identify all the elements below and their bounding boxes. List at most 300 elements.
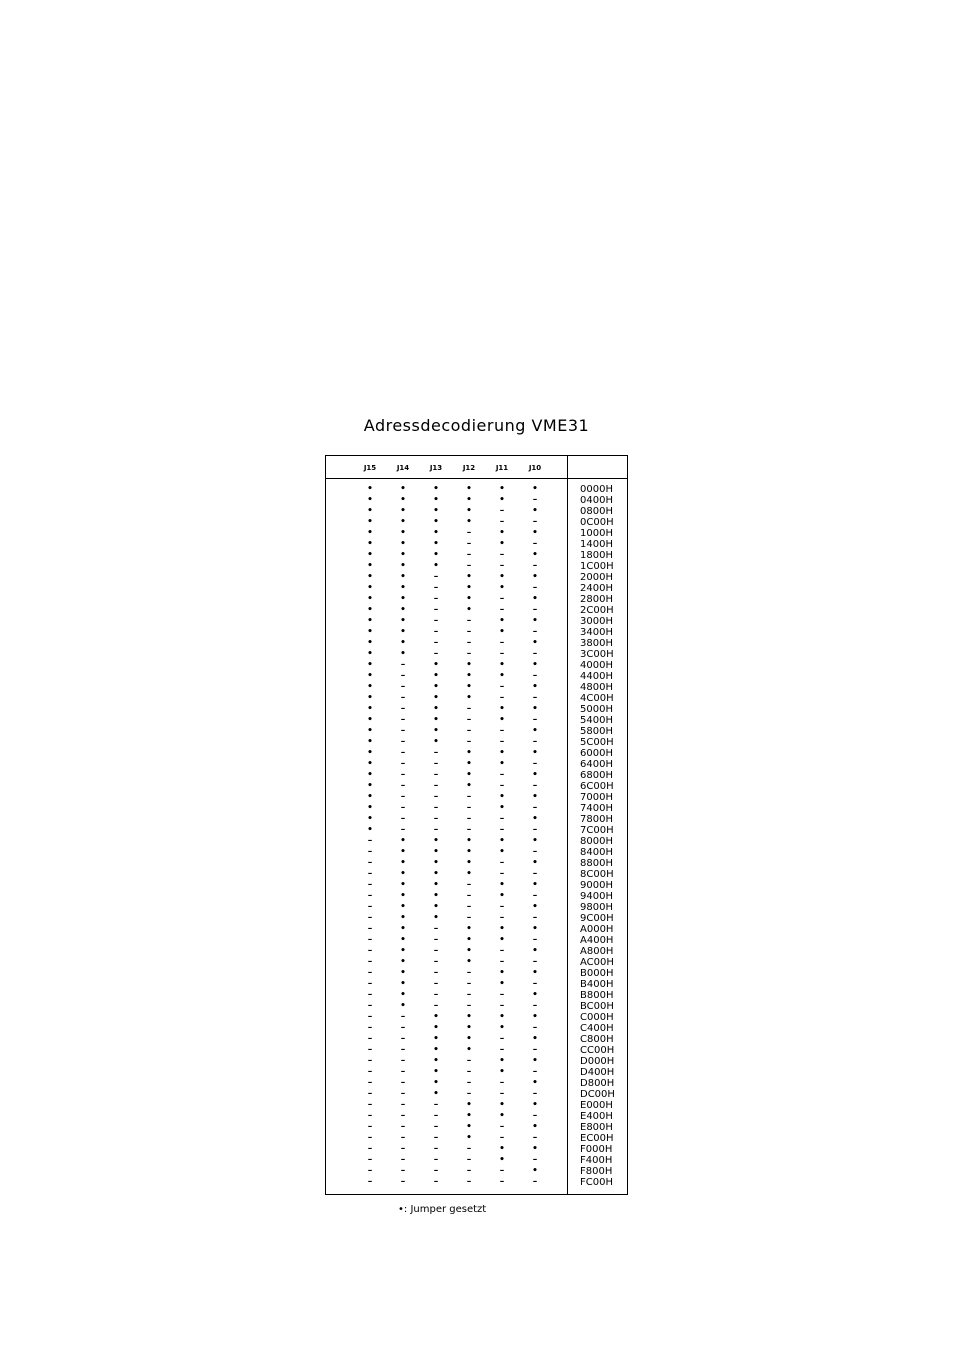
jumper-open-mark: – xyxy=(499,781,505,791)
address-value: 5C00H xyxy=(580,737,614,748)
jumper-open-mark: – xyxy=(367,1100,373,1110)
column-header-j12: J12 xyxy=(462,464,476,472)
address-value: C000H xyxy=(580,1012,614,1023)
jumper-open-mark: – xyxy=(532,1133,538,1143)
address-value: 8C00H xyxy=(580,869,614,880)
address-value: 7000H xyxy=(580,792,613,803)
jumper-set-mark: • xyxy=(367,682,373,692)
jumper-open-mark: – xyxy=(400,704,406,714)
jumper-set-mark: • xyxy=(499,484,505,494)
jumper-set-mark: • xyxy=(367,605,373,615)
jumper-open-mark: – xyxy=(466,979,472,989)
jumper-open-mark: – xyxy=(433,814,439,824)
jumper-set-mark: • xyxy=(433,726,439,736)
jumper-open-mark: – xyxy=(532,1155,538,1165)
jumper-open-mark: – xyxy=(532,1001,538,1011)
jumper-open-mark: – xyxy=(433,1177,439,1187)
jumper-set-mark: • xyxy=(532,792,538,802)
jumper-open-mark: – xyxy=(433,1100,439,1110)
jumper-set-mark: • xyxy=(532,528,538,538)
jumper-set-mark: • xyxy=(499,759,505,769)
jumper-open-mark: – xyxy=(466,737,472,747)
jumper-set-mark: • xyxy=(433,737,439,747)
jumper-open-mark: – xyxy=(400,1122,406,1132)
jumper-open-mark: – xyxy=(499,1122,505,1132)
table-row xyxy=(326,913,627,924)
jumper-open-mark: – xyxy=(367,1177,373,1187)
address-value: E400H xyxy=(580,1111,613,1122)
jumper-set-mark: • xyxy=(400,946,406,956)
table-row xyxy=(326,1056,627,1067)
jumper-set-mark: • xyxy=(400,990,406,1000)
address-value: A800H xyxy=(580,946,614,957)
jumper-open-mark: – xyxy=(466,913,472,923)
jumper-open-mark: – xyxy=(499,638,505,648)
jumper-open-mark: – xyxy=(400,1078,406,1088)
jumper-set-mark: • xyxy=(499,583,505,593)
table-row xyxy=(326,1012,627,1023)
jumper-open-mark: – xyxy=(499,1001,505,1011)
jumper-set-mark: • xyxy=(367,704,373,714)
jumper-set-mark: • xyxy=(532,506,538,516)
jumper-set-mark: • xyxy=(532,990,538,1000)
jumper-set-mark: • xyxy=(499,1067,505,1077)
jumper-set-mark: • xyxy=(499,880,505,890)
jumper-open-mark: – xyxy=(400,660,406,670)
jumper-open-mark: – xyxy=(466,1001,472,1011)
address-value: D000H xyxy=(580,1056,615,1067)
jumper-set-mark: • xyxy=(532,726,538,736)
jumper-open-mark: – xyxy=(499,594,505,604)
jumper-set-mark: • xyxy=(367,594,373,604)
address-value: 9400H xyxy=(580,891,613,902)
jumper-open-mark: – xyxy=(400,1089,406,1099)
jumper-open-mark: – xyxy=(532,825,538,835)
address-value: 9800H xyxy=(580,902,613,913)
jumper-open-mark: – xyxy=(367,891,373,901)
jumper-set-mark: • xyxy=(532,1012,538,1022)
jumper-set-mark: • xyxy=(433,880,439,890)
jumper-set-mark: • xyxy=(433,539,439,549)
jumper-open-mark: – xyxy=(433,924,439,934)
jumper-set-mark: • xyxy=(532,968,538,978)
table-row xyxy=(326,649,627,660)
jumper-set-mark: • xyxy=(466,759,472,769)
jumper-open-mark: – xyxy=(367,858,373,868)
table-row xyxy=(326,957,627,968)
table-row xyxy=(326,1100,627,1111)
jumper-open-mark: – xyxy=(367,924,373,934)
jumper-open-mark: – xyxy=(499,1034,505,1044)
jumper-open-mark: – xyxy=(400,1012,406,1022)
jumper-open-mark: – xyxy=(367,946,373,956)
jumper-open-mark: – xyxy=(400,726,406,736)
table-row xyxy=(326,1034,627,1045)
jumper-set-mark: • xyxy=(499,660,505,670)
jumper-open-mark: – xyxy=(532,737,538,747)
jumper-set-mark: • xyxy=(433,858,439,868)
table-row xyxy=(326,759,627,770)
jumper-set-mark: • xyxy=(433,1023,439,1033)
address-value: 8000H xyxy=(580,836,613,847)
address-value: 7C00H xyxy=(580,825,614,836)
jumper-open-mark: – xyxy=(367,913,373,923)
address-value: 4800H xyxy=(580,682,613,693)
jumper-open-mark: – xyxy=(532,847,538,857)
jumper-open-mark: – xyxy=(532,1067,538,1077)
address-value: 2400H xyxy=(580,583,613,594)
jumper-open-mark: – xyxy=(400,748,406,758)
jumper-open-mark: – xyxy=(400,792,406,802)
jumper-open-mark: – xyxy=(466,550,472,560)
jumper-open-mark: – xyxy=(433,583,439,593)
jumper-open-mark: – xyxy=(400,1166,406,1176)
jumper-set-mark: • xyxy=(466,1111,472,1121)
table-row xyxy=(326,1023,627,1034)
jumper-set-mark: • xyxy=(433,902,439,912)
table-row xyxy=(326,847,627,858)
jumper-set-mark: • xyxy=(400,1001,406,1011)
jumper-set-mark: • xyxy=(400,528,406,538)
jumper-set-mark: • xyxy=(499,627,505,637)
jumper-set-mark: • xyxy=(400,572,406,582)
table-row xyxy=(326,1144,627,1155)
jumper-set-mark: • xyxy=(400,638,406,648)
table-row xyxy=(326,836,627,847)
jumper-open-mark: – xyxy=(466,649,472,659)
address-value: CC00H xyxy=(580,1045,615,1056)
table-row xyxy=(326,517,627,528)
jumper-open-mark: – xyxy=(532,495,538,505)
address-value: 7800H xyxy=(580,814,613,825)
table-row xyxy=(326,484,627,495)
jumper-open-mark: – xyxy=(367,902,373,912)
jumper-set-mark: • xyxy=(367,781,373,791)
jumper-open-mark: – xyxy=(400,1100,406,1110)
jumper-set-mark: • xyxy=(433,847,439,857)
address-value: 8400H xyxy=(580,847,613,858)
jumper-set-mark: • xyxy=(499,715,505,725)
jumper-set-mark: • xyxy=(466,693,472,703)
jumper-set-mark: • xyxy=(532,946,538,956)
address-value: 3400H xyxy=(580,627,613,638)
page-title: Adressdecodierung VME31 xyxy=(363,416,590,435)
jumper-set-mark: • xyxy=(367,803,373,813)
jumper-set-mark: • xyxy=(466,1133,472,1143)
jumper-open-mark: – xyxy=(466,1089,472,1099)
jumper-set-mark: • xyxy=(532,880,538,890)
jumper-open-mark: – xyxy=(466,825,472,835)
jumper-open-mark: – xyxy=(367,1089,373,1099)
table-row xyxy=(326,715,627,726)
address-value: A400H xyxy=(580,935,614,946)
jumper-set-mark: • xyxy=(499,671,505,681)
table-row xyxy=(326,902,627,913)
jumper-set-mark: • xyxy=(400,880,406,890)
jumper-open-mark: – xyxy=(433,825,439,835)
jumper-open-mark: – xyxy=(499,682,505,692)
jumper-set-mark: • xyxy=(466,1100,472,1110)
jumper-set-mark: • xyxy=(466,858,472,868)
jumper-open-mark: – xyxy=(466,792,472,802)
jumper-set-mark: • xyxy=(367,649,373,659)
jumper-open-mark: – xyxy=(367,880,373,890)
jumper-set-mark: • xyxy=(367,583,373,593)
jumper-set-mark: • xyxy=(433,550,439,560)
table-row xyxy=(326,1133,627,1144)
jumper-set-mark: • xyxy=(433,913,439,923)
jumper-open-mark: – xyxy=(499,858,505,868)
jumper-open-mark: – xyxy=(433,649,439,659)
jumper-set-mark: • xyxy=(466,869,472,879)
jumper-open-mark: – xyxy=(400,1111,406,1121)
jumper-set-mark: • xyxy=(532,1166,538,1176)
jumper-set-mark: • xyxy=(499,924,505,934)
table-row xyxy=(326,1078,627,1089)
jumper-open-mark: – xyxy=(532,561,538,571)
jumper-set-mark: • xyxy=(367,660,373,670)
jumper-open-mark: – xyxy=(367,847,373,857)
jumper-set-mark: • xyxy=(400,902,406,912)
jumper-set-mark: • xyxy=(367,506,373,516)
jumper-open-mark: – xyxy=(400,825,406,835)
jumper-open-mark: – xyxy=(433,946,439,956)
jumper-open-mark: – xyxy=(466,1155,472,1165)
address-value: 6C00H xyxy=(580,781,614,792)
jumper-open-mark: – xyxy=(499,1177,505,1187)
address-value: 5400H xyxy=(580,715,613,726)
jumper-open-mark: – xyxy=(532,759,538,769)
jumper-set-mark: • xyxy=(433,506,439,516)
address-value: 0400H xyxy=(580,495,613,506)
jumper-set-mark: • xyxy=(367,561,373,571)
jumper-open-mark: – xyxy=(433,616,439,626)
address-value: 0800H xyxy=(580,506,613,517)
jumper-open-mark: – xyxy=(433,1155,439,1165)
jumper-set-mark: • xyxy=(532,836,538,846)
jumper-open-mark: – xyxy=(532,1045,538,1055)
address-value: C400H xyxy=(580,1023,614,1034)
jumper-open-mark: – xyxy=(499,605,505,615)
jumper-open-mark: – xyxy=(466,891,472,901)
jumper-set-mark: • xyxy=(400,539,406,549)
jumper-set-mark: • xyxy=(400,979,406,989)
jumper-open-mark: – xyxy=(532,803,538,813)
jumper-set-mark: • xyxy=(532,1100,538,1110)
jumper-set-mark: • xyxy=(400,594,406,604)
jumper-set-mark: • xyxy=(499,1056,505,1066)
jumper-set-mark: • xyxy=(433,1078,439,1088)
jumper-open-mark: – xyxy=(367,1144,373,1154)
jumper-set-mark: • xyxy=(433,517,439,527)
jumper-set-mark: • xyxy=(433,1045,439,1055)
jumper-set-mark: • xyxy=(466,594,472,604)
table-row xyxy=(326,726,627,737)
jumper-set-mark: • xyxy=(367,550,373,560)
jumper-open-mark: – xyxy=(433,605,439,615)
jumper-open-mark: – xyxy=(433,1111,439,1121)
jumper-set-mark: • xyxy=(532,550,538,560)
jumper-open-mark: – xyxy=(466,638,472,648)
jumper-set-mark: • xyxy=(367,484,373,494)
jumper-set-mark: • xyxy=(499,1111,505,1121)
jumper-open-mark: – xyxy=(433,990,439,1000)
jumper-set-mark: • xyxy=(433,561,439,571)
jumper-open-mark: – xyxy=(532,517,538,527)
jumper-open-mark: – xyxy=(466,616,472,626)
table-row xyxy=(326,605,627,616)
jumper-set-mark: • xyxy=(466,1034,472,1044)
table-row xyxy=(326,528,627,539)
jumper-set-mark: • xyxy=(466,572,472,582)
jumper-open-mark: – xyxy=(367,1012,373,1022)
jumper-set-mark: • xyxy=(433,693,439,703)
jumper-set-mark: • xyxy=(499,792,505,802)
table-row xyxy=(326,770,627,781)
jumper-open-mark: – xyxy=(499,1089,505,1099)
jumper-open-mark: – xyxy=(499,506,505,516)
address-value: 6400H xyxy=(580,759,613,770)
jumper-open-mark: – xyxy=(367,1078,373,1088)
table-row xyxy=(326,495,627,506)
address-value: EC00H xyxy=(580,1133,614,1144)
jumper-open-mark: – xyxy=(400,715,406,725)
jumper-set-mark: • xyxy=(367,616,373,626)
jumper-set-mark: • xyxy=(466,1122,472,1132)
jumper-set-mark: • xyxy=(499,968,505,978)
jumper-set-mark: • xyxy=(499,979,505,989)
legend-footnote: •: Jumper gesetzt xyxy=(398,1204,487,1215)
jumper-set-mark: • xyxy=(367,517,373,527)
jumper-set-mark: • xyxy=(466,847,472,857)
jumper-set-mark: • xyxy=(532,1056,538,1066)
table-row xyxy=(326,935,627,946)
jumper-open-mark: – xyxy=(532,957,538,967)
jumper-set-mark: • xyxy=(400,561,406,571)
jumper-open-mark: – xyxy=(400,1023,406,1033)
address-value: 4400H xyxy=(580,671,613,682)
jumper-open-mark: – xyxy=(499,869,505,879)
jumper-set-mark: • xyxy=(433,1056,439,1066)
jumper-open-mark: – xyxy=(499,990,505,1000)
jumper-set-mark: • xyxy=(367,671,373,681)
address-value: F000H xyxy=(580,1144,613,1155)
table-row xyxy=(326,968,627,979)
jumper-set-mark: • xyxy=(400,858,406,868)
jumper-open-mark: – xyxy=(433,792,439,802)
jumper-open-mark: – xyxy=(532,891,538,901)
jumper-open-mark: – xyxy=(532,913,538,923)
jumper-set-mark: • xyxy=(466,781,472,791)
table-row xyxy=(326,869,627,880)
table-row xyxy=(326,814,627,825)
jumper-open-mark: – xyxy=(466,902,472,912)
jumper-open-mark: – xyxy=(532,605,538,615)
jumper-open-mark: – xyxy=(400,814,406,824)
table-row xyxy=(326,803,627,814)
jumper-open-mark: – xyxy=(499,649,505,659)
table-row xyxy=(326,638,627,649)
address-value: 4000H xyxy=(580,660,613,671)
jumper-set-mark: • xyxy=(400,506,406,516)
table-row xyxy=(326,704,627,715)
jumper-set-mark: • xyxy=(466,1012,472,1022)
jumper-open-mark: – xyxy=(367,968,373,978)
jumper-set-mark: • xyxy=(466,605,472,615)
table-row xyxy=(326,583,627,594)
jumper-set-mark: • xyxy=(400,649,406,659)
table-row xyxy=(326,1177,627,1188)
jumper-set-mark: • xyxy=(499,616,505,626)
jumper-open-mark: – xyxy=(433,968,439,978)
address-value: 6000H xyxy=(580,748,613,759)
address-value: D800H xyxy=(580,1078,615,1089)
jumper-set-mark: • xyxy=(499,748,505,758)
table-row xyxy=(326,1045,627,1056)
jumper-set-mark: • xyxy=(499,891,505,901)
table-row xyxy=(326,792,627,803)
jumper-open-mark: – xyxy=(532,539,538,549)
address-value: 4C00H xyxy=(580,693,614,704)
jumper-set-mark: • xyxy=(367,627,373,637)
jumper-open-mark: – xyxy=(400,1133,406,1143)
jumper-open-mark: – xyxy=(433,594,439,604)
jumper-set-mark: • xyxy=(532,638,538,648)
jumper-set-mark: • xyxy=(400,935,406,945)
jumper-set-mark: • xyxy=(367,495,373,505)
jumper-set-mark: • xyxy=(433,1012,439,1022)
jumper-open-mark: – xyxy=(499,913,505,923)
table-row xyxy=(326,506,627,517)
table-row xyxy=(326,990,627,1001)
table-row xyxy=(326,627,627,638)
table-row xyxy=(326,825,627,836)
jumper-open-mark: – xyxy=(367,1166,373,1176)
address-value: D400H xyxy=(580,1067,615,1078)
jumper-set-mark: • xyxy=(433,891,439,901)
jumper-set-mark: • xyxy=(532,902,538,912)
jumper-open-mark: – xyxy=(499,902,505,912)
jumper-set-mark: • xyxy=(532,1078,538,1088)
jumper-set-mark: • xyxy=(499,528,505,538)
table-row xyxy=(326,671,627,682)
table-row xyxy=(326,891,627,902)
jumper-set-mark: • xyxy=(466,682,472,692)
address-value: AC00H xyxy=(580,957,614,968)
jumper-open-mark: – xyxy=(499,693,505,703)
jumper-set-mark: • xyxy=(433,1034,439,1044)
jumper-open-mark: – xyxy=(532,1089,538,1099)
table-row xyxy=(326,594,627,605)
table-row xyxy=(326,924,627,935)
jumper-open-mark: – xyxy=(499,726,505,736)
address-value: E000H xyxy=(580,1100,613,1111)
jumper-open-mark: – xyxy=(532,583,538,593)
jumper-set-mark: • xyxy=(367,638,373,648)
address-value: BC00H xyxy=(580,1001,614,1012)
jumper-set-mark: • xyxy=(433,704,439,714)
table-row xyxy=(326,1067,627,1078)
jumper-open-mark: – xyxy=(367,1111,373,1121)
jumper-set-mark: • xyxy=(532,770,538,780)
table-row xyxy=(326,946,627,957)
jumper-open-mark: – xyxy=(400,737,406,747)
jumper-set-mark: • xyxy=(499,495,505,505)
jumper-open-mark: – xyxy=(367,1067,373,1077)
address-value: 7400H xyxy=(580,803,613,814)
address-value: 2000H xyxy=(580,572,613,583)
jumper-set-mark: • xyxy=(466,583,472,593)
